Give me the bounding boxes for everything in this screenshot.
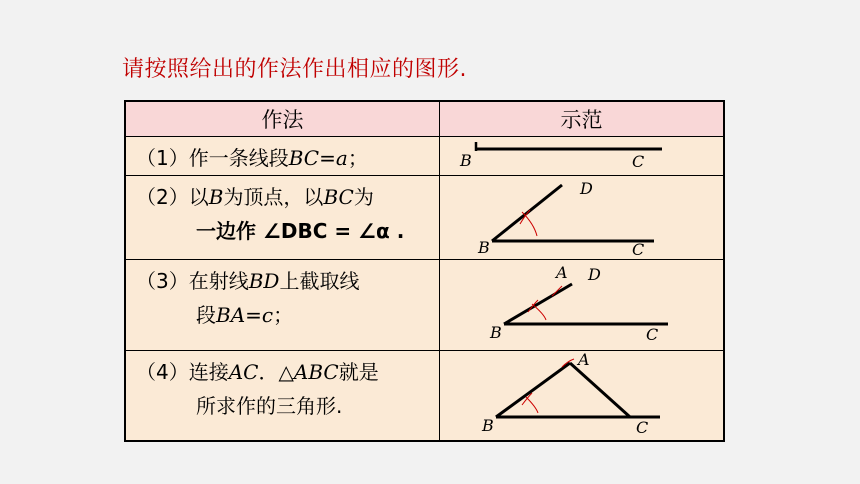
steps-table bbox=[124, 100, 725, 442]
step-text: 就是 bbox=[338, 360, 379, 384]
label-d: D bbox=[580, 179, 593, 198]
step-var: AC bbox=[228, 360, 259, 384]
step-text: 连接 bbox=[188, 360, 229, 384]
step-line bbox=[136, 298, 431, 332]
step-line bbox=[136, 180, 431, 214]
label-b: B bbox=[490, 323, 502, 342]
step-number: （3） bbox=[136, 269, 189, 293]
step-var: B bbox=[208, 185, 224, 209]
label-b: B bbox=[460, 151, 472, 168]
label-b: B bbox=[482, 416, 494, 435]
table-header-row bbox=[125, 101, 724, 137]
step-number: （2） bbox=[136, 185, 189, 209]
step-text: ．△ bbox=[258, 360, 294, 384]
table-row bbox=[125, 260, 724, 351]
step-text: 段 bbox=[196, 303, 216, 327]
angle-diagram bbox=[440, 176, 723, 255]
step-text: 以 bbox=[188, 185, 209, 209]
step-var: a bbox=[335, 146, 348, 170]
step-text: ； bbox=[273, 303, 294, 327]
label-a: A bbox=[578, 351, 590, 369]
method-cell bbox=[125, 351, 440, 442]
header-demo: 示范 bbox=[440, 101, 725, 137]
segment-diagram bbox=[440, 137, 723, 168]
table-row bbox=[125, 176, 724, 260]
arc-mark bbox=[526, 397, 538, 413]
step-text: = bbox=[319, 146, 336, 170]
label-c: C bbox=[632, 152, 645, 168]
segment-ac bbox=[570, 363, 630, 417]
label-b: B bbox=[478, 238, 490, 255]
step-number: （4） bbox=[136, 360, 189, 384]
step-number: （1） bbox=[136, 146, 189, 170]
triangle-diagram bbox=[440, 351, 723, 436]
header-method: 作法 bbox=[125, 101, 440, 137]
step-text: ； bbox=[347, 146, 368, 170]
step-var: BA bbox=[216, 303, 246, 327]
step-var: BC bbox=[323, 185, 354, 209]
demo-cell bbox=[440, 137, 725, 176]
label-d: D bbox=[588, 265, 601, 284]
step-text: 为 bbox=[353, 185, 374, 209]
step-line bbox=[136, 355, 431, 389]
intercept-diagram bbox=[440, 260, 723, 346]
step-text: 上截取线 bbox=[279, 269, 360, 293]
step-var: BC bbox=[288, 146, 320, 170]
table-row bbox=[125, 137, 724, 176]
table-row bbox=[125, 351, 724, 442]
method-cell bbox=[125, 260, 440, 351]
label-a: A bbox=[556, 263, 568, 282]
step-line: 所求作的三角形. bbox=[196, 394, 343, 418]
demo-cell bbox=[440, 260, 725, 351]
label-c: C bbox=[632, 240, 645, 255]
step-var: BD bbox=[248, 269, 280, 293]
ray-bd bbox=[504, 284, 572, 324]
label-c: C bbox=[636, 418, 649, 436]
step-line: 一边作 ∠DBC = ∠α . bbox=[196, 219, 405, 243]
label-c: C bbox=[646, 325, 659, 344]
step-text: 在射线 bbox=[188, 269, 249, 293]
step-var: c bbox=[261, 303, 274, 327]
demo-cell bbox=[440, 351, 725, 442]
demo-cell bbox=[440, 176, 725, 260]
step-line bbox=[136, 264, 431, 298]
step-text: = bbox=[245, 303, 262, 327]
step-text: 为顶点，以 bbox=[223, 185, 324, 209]
page-title: 请按照给出的作法作出相应的图形. bbox=[122, 57, 467, 82]
segment-ba bbox=[496, 363, 570, 417]
method-cell bbox=[125, 137, 440, 176]
step-var: ABC bbox=[293, 360, 339, 384]
method-cell bbox=[125, 176, 440, 260]
step-text: 作一条线段 bbox=[188, 146, 289, 170]
arc-mark bbox=[532, 304, 546, 320]
